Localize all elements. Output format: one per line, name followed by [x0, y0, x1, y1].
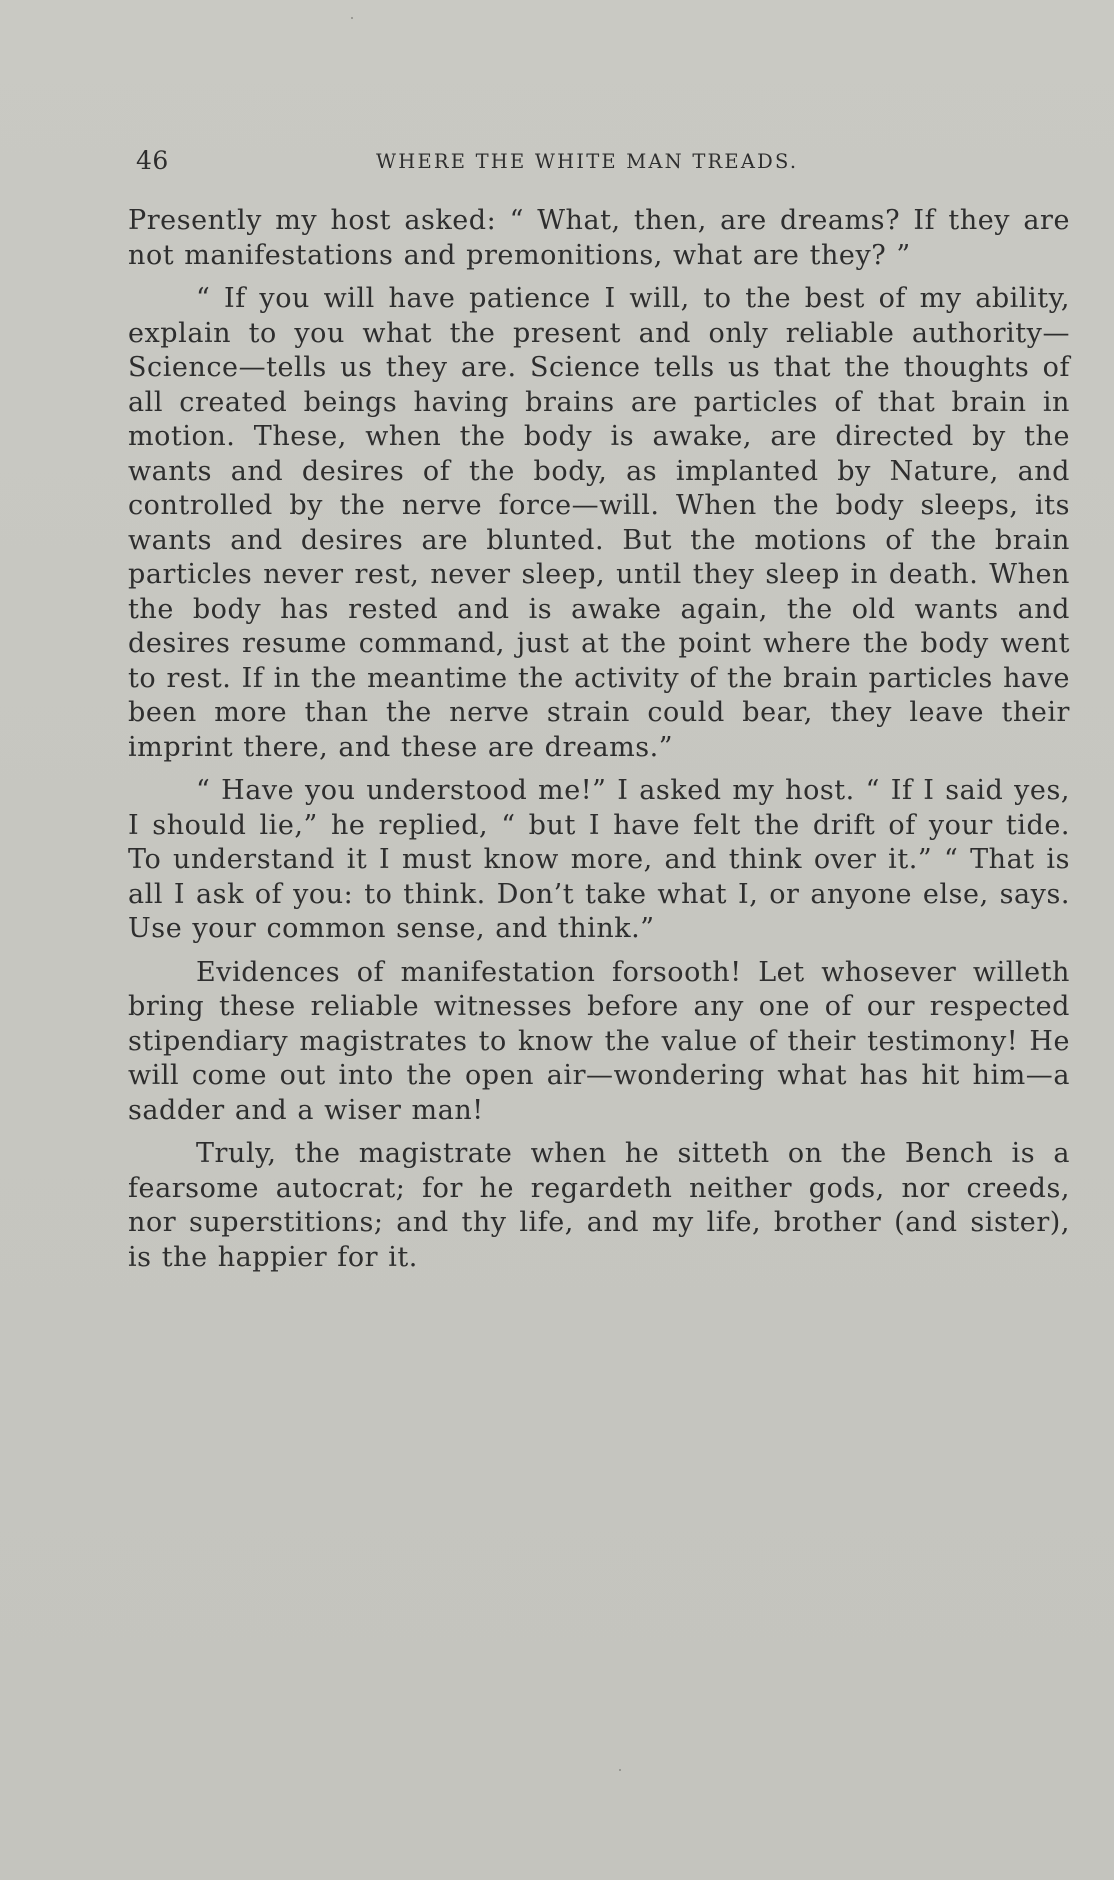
body-text [128, 204, 1070, 1284]
paper-speck [619, 1769, 621, 1771]
paper-speck [351, 17, 353, 19]
paragraph-3: “ Have you understood me!” I asked my host. “ If I said yes, I should lie,” he replied, “ but I have felt the drift of your tide. To understand it I must know more, and think over it.” “ That is all I ask of you: to think. Don’t take what I, or anyone else, says. Use your common sense, and think.” [128, 775, 1070, 944]
paragraph-1: Presently my host asked: “ What, then, are dreams? If they are not manifestations and premonitions, what are they? ” [128, 205, 1070, 271]
paragraph-4: Evidences of manifestation forsooth! Let whosever willeth bring these reliable witnesses before any one of our respected stipendiary magistrates to know the value of their testimony! He will come out into the open air—wondering what has hit him—a sadder and a wiser man! [128, 956, 1070, 1126]
running-head [136, 146, 1066, 180]
paragraph-5: Truly, the magistrate when he sitteth on the Bench is a fearsome autocrat; for he regardeth neither gods, nor creeds, nor superstitions; and thy life, and my life, brother (and sister), is the happier for it. [128, 1138, 1070, 1273]
paragraph-2: “ If you will have patience I will, to the best of my ability, explain to you what the present and only reliable authority— Science—tells us they are. Science tells us that the thoughts of all created beings having brains are particles of that brain in motion. These, when the body is awake, are directed by the wants and desires of the body, as implanted by Nature, and controlled by the nerve force—will. When the body sleeps, its wants and desires are blunted. But the motions of the brain particles never rest, never sleep, until they sleep in death. When the body has rested and is awake again, the old wants and desires resume command, just at the point where the body went to rest. If in the meantime the activity of the brain particles have been more than the nerve strain could bear, they leave their imprint there, and these are dreams.” [128, 283, 1070, 763]
page-number: 46 [136, 146, 169, 175]
running-title: WHERE THE WHITE MAN TREADS. [376, 150, 799, 173]
